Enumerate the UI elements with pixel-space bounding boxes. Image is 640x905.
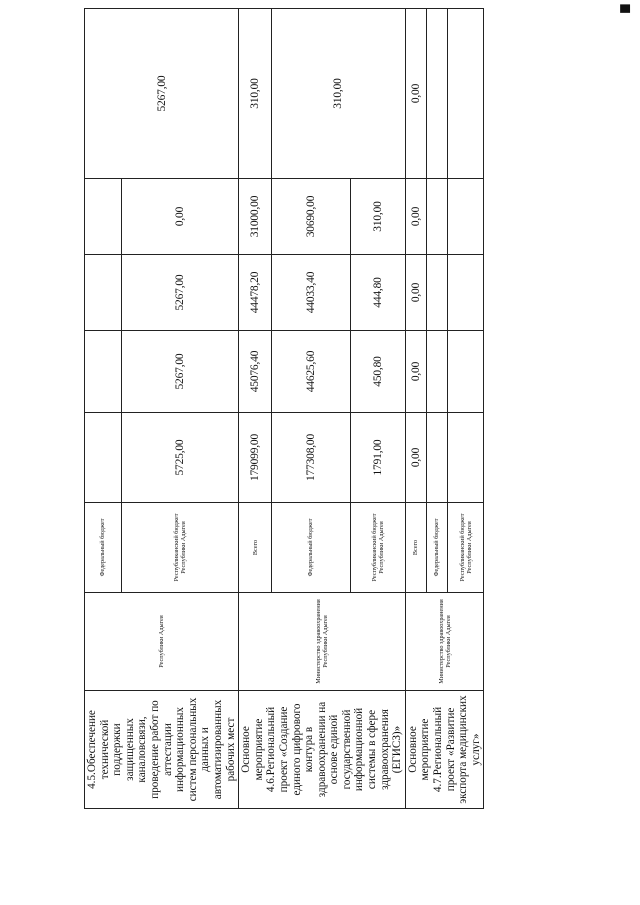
value-cell: 44625,60 <box>272 331 351 413</box>
table-row <box>405 9 426 809</box>
measure-name-4-5: 4.5.Обеспечение технической поддержки защищенных каналовсвязи, проведение работ по аттестации информационных систем персональных данных и автоматизированных рабочих мест <box>85 691 239 809</box>
value-cell: 179099,00 <box>239 413 272 503</box>
scan-corner-mark: ▀ <box>620 6 630 21</box>
value-cell: 44478,20 <box>239 255 272 331</box>
value-cell: 0,00 <box>405 255 426 331</box>
executor-4-6: Министерство здравоохранения Республики Адыгея <box>239 593 406 691</box>
value-cell: 30690,00 <box>272 179 351 255</box>
value-cell: 0,00 <box>405 331 426 413</box>
source-label: Всего <box>239 503 272 593</box>
value-cell <box>447 413 484 503</box>
rotated-table-container <box>84 9 482 809</box>
value-cell <box>85 331 122 413</box>
value-cell: 5267,00 <box>85 9 239 179</box>
value-cell <box>447 9 484 179</box>
source-label: Федеральный бюджет <box>85 503 122 593</box>
budget-table <box>84 8 484 809</box>
value-cell: 45076,40 <box>239 331 272 413</box>
table-row <box>239 9 272 809</box>
value-cell <box>447 179 484 255</box>
executor-4-7: Министерство здравоохранения Республики Адыгея <box>405 593 484 691</box>
value-cell: 0,00 <box>405 179 426 255</box>
source-label: Республиканский бюджет Республики Адыгея <box>447 503 484 593</box>
value-cell: 444,80 <box>350 255 405 331</box>
value-cell: 0,00 <box>405 9 426 179</box>
value-cell: 44033,40 <box>272 255 351 331</box>
value-cell: 0,00 <box>121 179 238 255</box>
value-cell: 310,00 <box>239 9 272 179</box>
value-cell: 31000,00 <box>239 179 272 255</box>
value-cell: 5267,00 <box>121 331 238 413</box>
value-cell <box>447 255 484 331</box>
value-cell: 310,00 <box>350 179 405 255</box>
value-cell <box>85 179 122 255</box>
measure-name-4-7: Основное мероприятие 4.7.Региональный проект «Развитие экспорта медицинских услуг» <box>405 691 484 809</box>
value-cell <box>426 179 447 255</box>
value-cell: 177308,00 <box>272 413 351 503</box>
value-cell <box>85 413 122 503</box>
value-cell <box>85 255 122 331</box>
value-cell: 5267,00 <box>121 255 238 331</box>
source-label: Федеральный бюджет <box>272 503 351 593</box>
measure-name-4-6: Основное мероприятие 4.6.Региональный проект «Создание единого цифрового контура в здравоохранении на основе единой государственной информационной системы в сфере здравоохранения (ЕГИСЗ)» <box>239 691 406 809</box>
table-row <box>85 9 122 809</box>
executor-4-5: Республики Адыгея <box>85 593 239 691</box>
value-cell <box>426 255 447 331</box>
value-cell: 310,00 <box>272 9 406 179</box>
value-cell: 1791,00 <box>350 413 405 503</box>
value-cell: 450,80 <box>350 331 405 413</box>
source-label: Всего <box>405 503 426 593</box>
source-label: Республиканский бюджет Республики Адыгея <box>121 503 238 593</box>
value-cell <box>447 331 484 413</box>
source-label: Федеральный бюджет <box>426 503 447 593</box>
value-cell: 0,00 <box>405 413 426 503</box>
value-cell <box>426 331 447 413</box>
value-cell: 5725,00 <box>121 413 238 503</box>
value-cell <box>426 9 447 179</box>
source-label: Республиканский бюджет Республики Адыгея <box>350 503 405 593</box>
value-cell <box>426 413 447 503</box>
